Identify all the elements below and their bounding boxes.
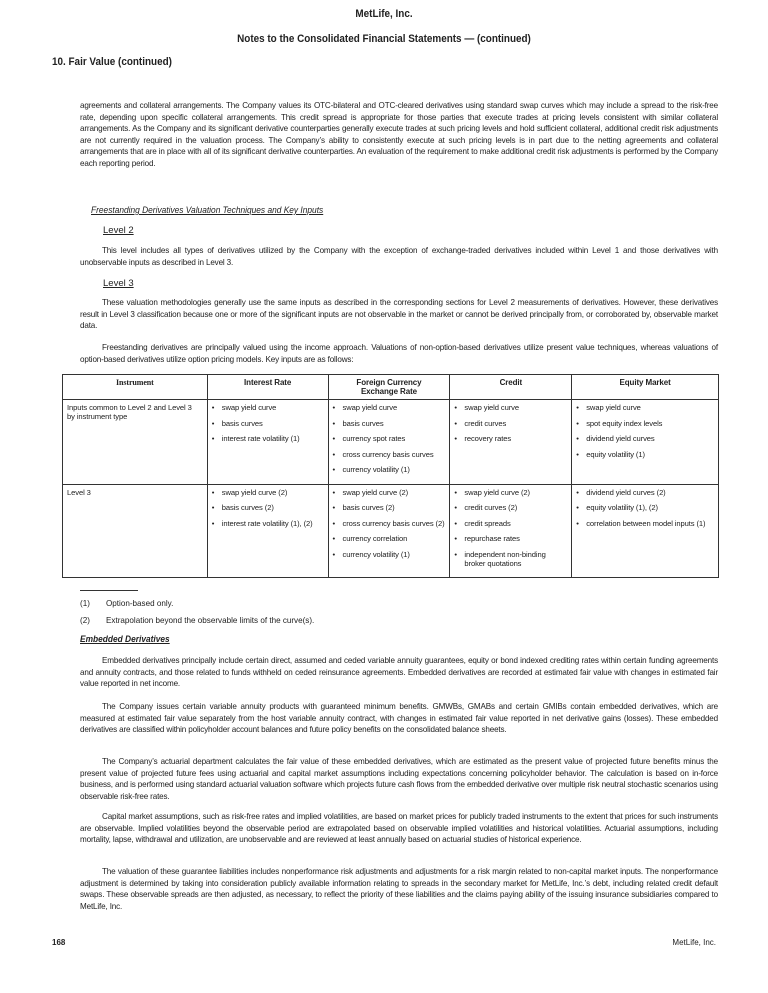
input-item: • basis curves (2) [333,503,446,512]
embedded-paragraph-2: The Company issues certain variable annuity products with guaranteed minimum benefits. GMWBs, GMABs and certain GMIBs contain embedded derivatives, which are measured at estimated fair value separately from the host variable annuity contract, with changes in estimated fair value reported in net derivative gains (losses). These embedded derivatives are classified within policyholder account balances and future policy benefits on the consolidated balance sheets. [80,702,718,735]
income-approach-text: Freestanding derivatives are principally valued using the income approach. Valuations of non-option-based derivatives utilize present value techniques, whereas valuations of option-based derivatives utilize option pricing models. Key inputs are as follows: [80,343,718,364]
embedded-paragraph-5: The valuation of these guarantee liabilities includes nonperformance risk adjustments and adjustments for a risk margin related to non-capital market inputs. The nonperformance adjustment is determined by taking into consideration publicly available information relating to spreads in the secondary market for MetLife, Inc.’s debt, including related credit default swaps. These observable spreads are then adjusted, as necessary, to reflect the priority of these liabilities and the claims paying ability of the issuing insurance subsidiaries compared to MetLife, Inc. [80,867,718,911]
input-item: • independent non-binding broker quotations [454,550,567,568]
input-item: • recovery rates [454,434,567,443]
level2-heading: Level 2 [103,225,134,236]
embedded-paragraph-3: The Company’s actuarial department calculates the fair value of these embedded derivatives, which are estimated as the present value of projected future benefits minus the present value of projected future fees using actuarial and capital market assumptions including expectations concerning policyholder behavior. The calculation is based on in-force business, and is performed using standard actuarial valuation software which projects future cash flows from the embedded derivative over multiple risk neutral stochastic scenarios using observable risk-free rates. [80,757,718,801]
row-label: Inputs common to Level 2 and Level 3 by instrument type [63,400,208,485]
input-item: • repurchase rates [454,534,567,543]
table-header-row [63,375,719,400]
input-item: • swap yield curve (2) [454,488,567,497]
input-item: • equity volatility (1), (2) [576,503,714,512]
footnote-divider [80,590,138,591]
input-item: • correlation between model inputs (1) [576,519,714,528]
intro-paragraph: agreements and collateral arrangements. The Company values its OTC-bilateral and OTC-cleared derivatives using standard swap curves which may include a spread to the risk-free rate, depending upon specific collateral arrangements. This credit spread is appropriate for those parties that execute trades at pricing levels consistent with similar collateral arrangements. As the Company and its significant derivative counterparties generally execute trades at such pricing levels and hold sufficient collateral, additional credit risk adjustments are not currently required in the valuation process. The Company’s ability to consistently execute at such pricing levels is in part due to the netting agreements and collateral arrangements that are in place with all of its significant derivative counterparties. An evaluation of the requirement to make additional credit risk adjustments is performed by the Company each reporting period. [80,101,718,168]
company-title: MetLife, Inc. [355,8,413,20]
footer-company: MetLife, Inc. [672,938,716,947]
input-item: • interest rate volatility (1) [212,434,324,443]
embedded-paragraph-1: Embedded derivatives principally include certain direct, assumed and ceded variable annuity guarantees, equity or bond indexed crediting rates within certain funding agreements and annuity contracts, and those related to funds withheld on ceded reinsurance agreements. Embedded derivatives are recorded at estimated fair value with changes in estimated fair value reported in net income. [80,656,718,689]
input-item: • cross currency basis curves [333,450,446,459]
input-cell [207,484,328,578]
level2-text: This level includes all types of derivatives utilized by the Company with the exception of exchange-traded derivatives included within Level 1 and those derivatives with unobservable inputs as described in Level 3. [80,246,718,267]
input-cell [450,484,572,578]
input-item: • spot equity index levels [576,419,714,428]
input-cell [328,484,450,578]
page-number: 168 [52,938,66,947]
input-item: • currency volatility (1) [333,550,446,559]
input-item: • swap yield curve (2) [333,488,446,497]
table-row [63,400,719,485]
level3-text: These valuation methodologies generally use the same inputs as described in the corresponding sections for Level 2 measurements of derivatives. However, these derivatives result in Level 3 classification because one or more of the significant inputs are not observable in the market or cannot be derived principally from, or corroborated by, observable market data. [80,298,718,331]
input-item: • dividend yield curves (2) [576,488,714,497]
header-fx-rate: Foreign Currency Exchange Rate [328,375,450,400]
input-cell [328,400,450,485]
input-item: • swap yield curve [454,403,567,412]
input-cell [572,484,719,578]
input-item: • currency spot rates [333,434,446,443]
header-equity-market: Equity Market [572,375,719,400]
input-item: • interest rate volatility (1), (2) [212,519,324,528]
page-subtitle: Notes to the Consolidated Financial Statements — (continued) [237,33,531,45]
input-item: • basis curves (2) [212,503,324,512]
input-item: • credit curves [454,419,567,428]
input-item: • basis curves [212,419,324,428]
input-item: • dividend yield curves [576,434,714,443]
embedded-paragraph-4: Capital market assumptions, such as risk-free rates and implied volatilities, are based on market prices for publicly traded instruments to the extent that prices for such instruments are observable. Implied volatilities beyond the observable period are extrapolated based on observable implied volatilities and historical volatilities. Actuarial assumptions, including mortality, lapse, withdrawal and utilization, are unobservable and are reviewed at least annually based on actuarial studies of historical experience. [80,812,718,845]
input-item: • cross currency basis curves (2) [333,519,446,528]
level3-heading: Level 3 [103,278,134,289]
input-cell [572,400,719,485]
header-interest-rate: Interest Rate [207,375,328,400]
input-item: • currency correlation [333,534,446,543]
input-item: • swap yield curve [576,403,714,412]
input-cell [450,400,572,485]
input-item: • credit spreads [454,519,567,528]
embedded-heading: Embedded Derivatives [80,634,170,645]
input-item: • swap yield curve [333,403,446,412]
input-item: • swap yield curve [212,403,324,412]
input-cell [207,400,328,485]
header-instrument: Instrument [63,375,208,400]
table-row [63,484,719,578]
input-item: • swap yield curve (2) [212,488,324,497]
header-credit: Credit [450,375,572,400]
input-item: • credit curves (2) [454,503,567,512]
freestanding-heading: Freestanding Derivatives Valuation Techniques and Key Inputs [91,205,324,216]
input-item: • basis curves [333,419,446,428]
section-heading: 10. Fair Value (continued) [52,56,172,68]
input-item: • currency volatility (1) [333,465,446,474]
input-item: • equity volatility (1) [576,450,714,459]
row-label: Level 3 [63,484,208,578]
key-inputs-table [62,374,719,578]
